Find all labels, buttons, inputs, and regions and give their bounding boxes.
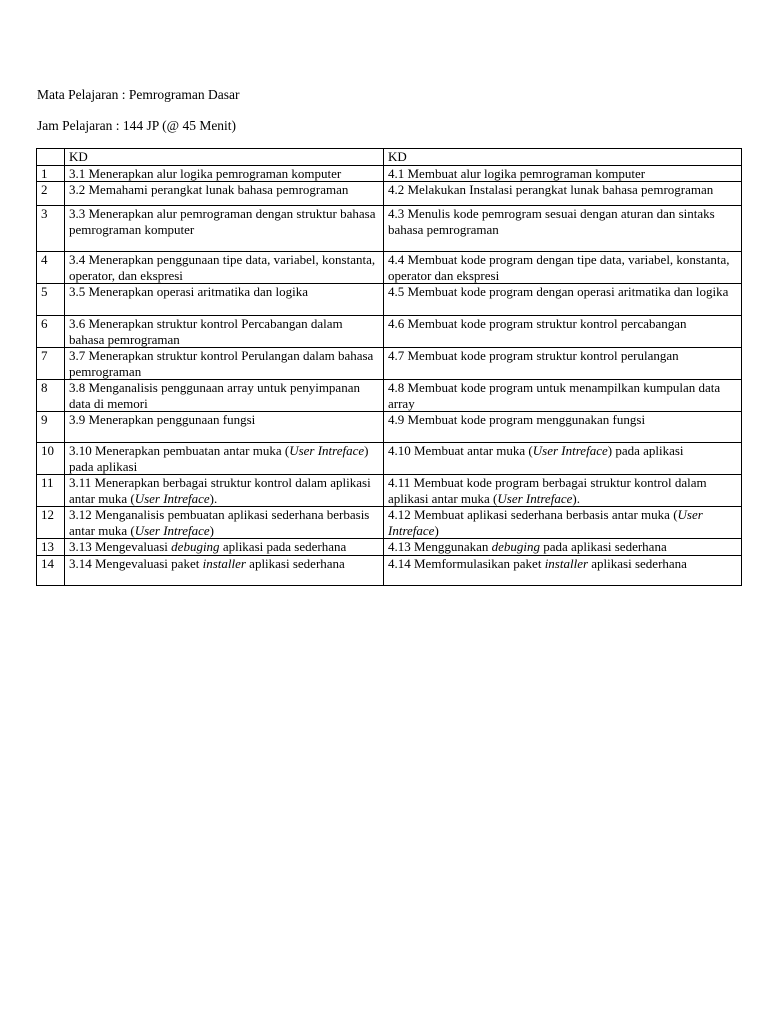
text-segment: 3.9 Menerapkan penggunaan fungsi — [69, 412, 256, 427]
kd4-cell — [384, 412, 742, 443]
table-row — [37, 316, 742, 348]
kd3-cell — [65, 348, 384, 380]
table-row — [37, 507, 742, 539]
hours-value: 144 JP (@ 45 Menit) — [122, 118, 237, 133]
table-header-row — [37, 149, 742, 166]
row-number: 12 — [37, 507, 65, 539]
kd4-cell — [384, 165, 742, 182]
row-number: 13 — [37, 539, 65, 556]
italic-term: User Intreface — [388, 507, 703, 538]
italic-term: debuging — [171, 539, 220, 554]
text-segment: 4.2 Melakukan Instalasi perangkat lunak bahasa pemrograman — [388, 182, 714, 197]
text-segment: 3.2 Memahami perangkat lunak bahasa pemrograman — [69, 182, 349, 197]
kd3-cell — [65, 475, 384, 507]
hours-label: Jam Pelajaran — [37, 118, 113, 133]
text-segment: aplikasi sederhana — [588, 555, 687, 571]
row-number: 5 — [37, 284, 65, 316]
row-number: 7 — [37, 348, 65, 380]
text-segment: 4.1 Membuat alur logika pemrograman komputer — [388, 165, 646, 181]
italic-term: debuging — [491, 539, 541, 554]
kd4-cell — [384, 316, 742, 348]
kd3-cell — [65, 507, 384, 539]
text-segment: ) pada aplikasi — [607, 443, 684, 458]
text-segment: 3.10 Menerapkan pembuatan antar muka ( — [69, 443, 290, 458]
text-segment: 4.11 Membuat kode program berbagai struktur kontrol dalam aplikasi antar muka ( — [388, 475, 707, 506]
text-segment: 4.14 Memformulasikan paket — [388, 555, 545, 571]
row-number: 9 — [37, 412, 65, 443]
text-segment: 3.8 Menganalisis penggunaan array untuk penyimpanan data di memori — [69, 380, 360, 411]
table-row — [37, 475, 742, 507]
subject-line — [37, 87, 239, 103]
kd3-cell — [65, 380, 384, 412]
hours-separator: : — [112, 118, 123, 133]
kd3-cell — [65, 539, 384, 556]
text-segment: ) — [434, 522, 439, 538]
kd3-cell — [65, 182, 384, 206]
row-number: 6 — [37, 316, 65, 348]
text-segment: 3.11 Menerapkan berbagai struktur kontrol dalam aplikasi antar muka ( — [69, 475, 371, 506]
text-segment: 3.3 Menerapkan alur pemrograman dengan struktur bahasa pemrograman komputer — [69, 206, 376, 237]
text-segment: 3.14 Mengevaluasi paket — [69, 555, 203, 571]
text-segment: 4.9 Membuat kode program menggunakan fungsi — [388, 412, 646, 427]
header-cell-kd4: KD — [384, 149, 742, 166]
hours-line — [37, 118, 236, 134]
text-segment: 4.12 Membuat aplikasi sederhana berbasis antar muka ( — [388, 507, 678, 522]
kd4-cell — [384, 555, 742, 585]
italic-term: User Intreface — [134, 522, 210, 538]
text-segment: ). — [209, 490, 218, 506]
text-segment: ) pada aplikasi — [69, 443, 369, 474]
text-segment: ). — [572, 490, 580, 506]
text-segment: aplikasi sederhana — [245, 555, 345, 571]
row-number: 1 — [37, 165, 65, 182]
italic-term: User Intreface — [532, 443, 608, 458]
kd3-cell — [65, 316, 384, 348]
header-cell-number — [37, 149, 65, 166]
kd4-cell — [384, 182, 742, 206]
text-segment: 3.6 Menerapkan struktur kontrol Percabangan dalam bahasa pemrograman — [69, 316, 343, 347]
text-segment: 4.5 Membuat kode program dengan operasi aritmatika dan logika — [388, 284, 729, 299]
text-segment: 4.6 Membuat kode program struktur kontrol percabangan — [388, 316, 687, 331]
text-segment: 3.5 Menerapkan operasi aritmatika dan logika — [69, 284, 308, 299]
table-row — [37, 165, 742, 182]
row-number: 4 — [37, 252, 65, 284]
text-segment: 4.4 Membuat kode program dengan tipe data, variabel, konstanta, operator dan ekspresi — [388, 252, 730, 283]
table-row — [37, 206, 742, 252]
kd4-cell — [384, 443, 742, 475]
italic-term: User Intreface — [497, 490, 573, 506]
row-number: 3 — [37, 206, 65, 252]
text-segment: 4.13 Menggunakan — [388, 539, 492, 554]
kd4-cell — [384, 539, 742, 556]
italic-term: installer — [202, 555, 246, 571]
table-row — [37, 284, 742, 316]
text-segment: 3.4 Menerapkan penggunaan tipe data, variabel, konstanta, operator, dan ekspresi — [69, 252, 376, 283]
kd3-cell — [65, 555, 384, 585]
row-number: 2 — [37, 182, 65, 206]
kd3-cell — [65, 284, 384, 316]
kd4-cell — [384, 252, 742, 284]
table-row — [37, 539, 742, 556]
table-row — [37, 443, 742, 475]
header-cell-kd3: KD — [65, 149, 384, 166]
text-segment: 3.13 Mengevaluasi — [69, 539, 172, 554]
text-segment: aplikasi pada sederhana — [219, 539, 347, 554]
subject-label: Mata Pelajaran — [37, 87, 119, 102]
text-segment: ) — [209, 522, 215, 538]
text-segment: pada aplikasi sederhana — [540, 539, 667, 554]
text-segment: 4.10 Membuat antar muka ( — [388, 443, 533, 458]
kd4-cell — [384, 475, 742, 507]
table-row — [37, 182, 742, 206]
row-number: 11 — [37, 475, 65, 507]
kd3-cell — [65, 252, 384, 284]
text-segment: 4.3 Menulis kode pemrogram sesuai dengan aturan dan sintaks bahasa pemrograman — [388, 206, 715, 237]
text-segment: 4.7 Membuat kode program struktur kontrol perulangan — [388, 348, 679, 363]
kd4-cell — [384, 380, 742, 412]
row-number: 10 — [37, 443, 65, 475]
row-number: 14 — [37, 555, 65, 585]
kd3-cell — [65, 165, 384, 182]
text-segment: 3.7 Menerapkan struktur kontrol Perulangan dalam bahasa pemrograman — [69, 348, 374, 379]
italic-term: installer — [544, 555, 589, 571]
table-row — [37, 252, 742, 284]
italic-term: User Intreface — [289, 443, 365, 458]
table-row — [37, 412, 742, 443]
kd4-cell — [384, 206, 742, 252]
text-segment: 4.8 Membuat kode program untuk menampilkan kumpulan data array — [388, 380, 721, 411]
kd3-cell — [65, 206, 384, 252]
subject-separator: : — [118, 87, 129, 102]
kd3-cell — [65, 443, 384, 475]
kd4-cell — [384, 507, 742, 539]
kd4-cell — [384, 348, 742, 380]
kd4-cell — [384, 284, 742, 316]
row-number: 8 — [37, 380, 65, 412]
kd3-cell — [65, 412, 384, 443]
text-segment: 3.1 Menerapkan alur logika pemrograman komputer — [69, 165, 342, 181]
table-row — [37, 348, 742, 380]
kd-table — [36, 148, 742, 586]
text-segment: 3.12 Menganalisis pembuatan aplikasi sederhana berbasis antar muka ( — [69, 507, 370, 538]
subject-value: Pemrograman Dasar — [128, 87, 240, 102]
table-row — [37, 555, 742, 585]
kd-table-body — [37, 149, 742, 586]
table-row — [37, 380, 742, 412]
italic-term: User Intreface — [134, 490, 210, 506]
